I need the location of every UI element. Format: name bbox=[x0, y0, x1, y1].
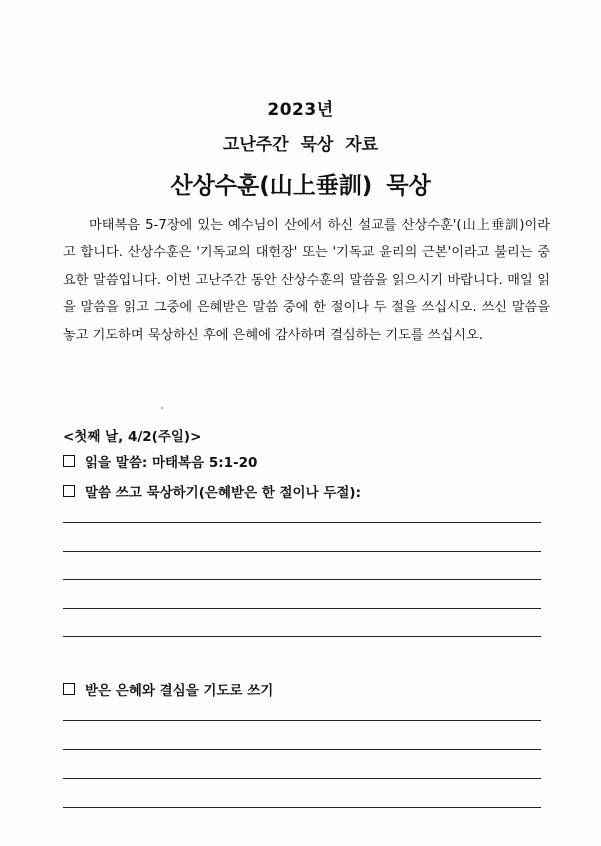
prayer-label: 받은 은혜와 결심을 기도로 쓰기 bbox=[85, 683, 274, 699]
writing-line[interactable] bbox=[63, 720, 541, 721]
writing-line[interactable] bbox=[63, 579, 541, 580]
writing-line[interactable] bbox=[63, 608, 541, 609]
scan-speck bbox=[161, 407, 163, 409]
page-title: 산상수훈(山上垂訓) 묵상 bbox=[170, 173, 431, 199]
writing-line[interactable] bbox=[63, 522, 541, 523]
checkbox-reading[interactable] bbox=[63, 455, 75, 467]
checkbox-prayer[interactable] bbox=[63, 683, 75, 695]
prayer-item bbox=[63, 679, 273, 699]
write-verse-item bbox=[63, 481, 361, 501]
writing-line[interactable] bbox=[63, 749, 541, 750]
checkbox-write-verse[interactable] bbox=[63, 485, 75, 497]
intro-paragraph: 마태복음 5-7장에 있는 예수님이 산에서 하신 설교를 산상수훈'(山上垂訓)이라고 합니다. 산상수훈은 '기독교의 대헌장' 또는 '기독교 윤리의 근본'이라고 불리는 중요한 말씀입니다. 이번 고난주간 동안 산상수훈의 말씀을 읽으시기 바랍니다. 매일 읽을 말씀을 읽고 그중에 은혜받은 말씀 중에 한 절이나 두 절을 쓰십시오. 쓰신 말씀을 놓고 기도하며 묵상하신 후에 은혜에 감사하며 결심하는 기도를 쓰십시오. bbox=[63, 218, 550, 343]
writing-line[interactable] bbox=[63, 807, 541, 808]
year-heading: 2023년 bbox=[267, 100, 334, 120]
writing-line[interactable] bbox=[63, 636, 541, 637]
day-heading: <첫째 날, 4/2(주일)> bbox=[63, 429, 202, 445]
writing-line[interactable] bbox=[63, 778, 541, 779]
reading-item bbox=[63, 451, 257, 471]
reading-label: 읽을 말씀: 마태복음 5:1-20 bbox=[85, 455, 258, 471]
document-subtitle: 고난주간 묵상 자료 bbox=[222, 135, 379, 155]
write-verse-label: 말씀 쓰고 묵상하기(은혜받은 한 절이나 두절): bbox=[85, 485, 361, 501]
writing-line[interactable] bbox=[63, 551, 541, 552]
